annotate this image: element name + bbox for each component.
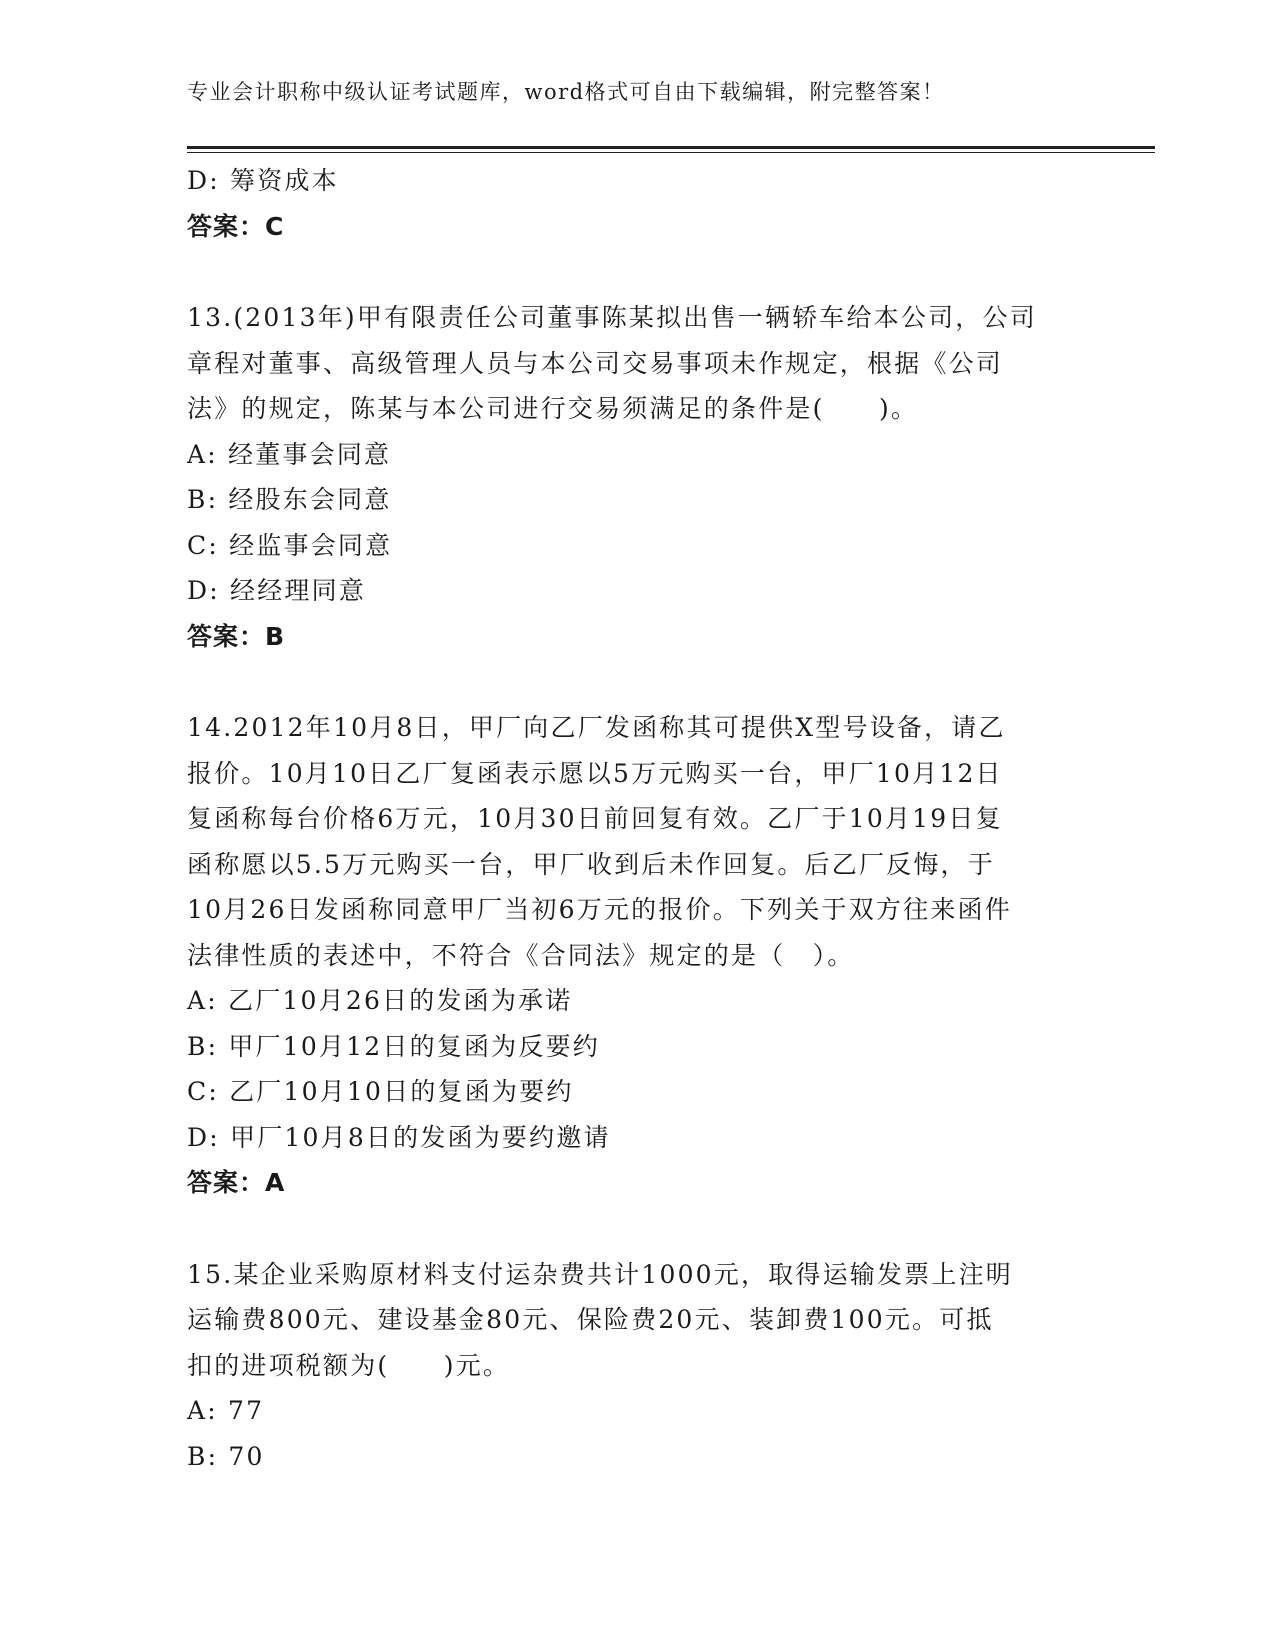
question-stem-line: 法》的规定，陈某与本公司进行交易须满足的条件是( )。 — [187, 394, 919, 423]
prev-option-d: D: 筹资成本 — [187, 166, 339, 195]
spacer — [187, 1206, 1087, 1252]
option-d: D: 甲厂10月8日的发函为要约邀请 — [187, 1122, 611, 1152]
prev-answer: 答案：C — [187, 211, 285, 241]
option-b: B: 甲厂10月12日的复函为反要约 — [187, 1031, 600, 1061]
question-stem-line: 运输费800元、建设基金80元、保险费20元、装卸费100元。可抵 — [187, 1305, 994, 1334]
question-stem-line: 章程对董事、高级管理人员与本公司交易事项未作规定，根据《公司 — [187, 348, 1004, 378]
option-b: B: 经股东会同意 — [187, 485, 392, 514]
document-body — [187, 158, 1087, 1479]
header-rule-thin — [187, 152, 1155, 153]
option-b: B: 70 — [187, 1441, 265, 1471]
answer: 答案：B — [187, 621, 286, 651]
question-stem-line: 报价。10月10日乙厂复函表示愿以5万元购买一台，甲厂10月12日 — [187, 758, 1003, 788]
spacer — [187, 249, 1087, 295]
option-c: C: 乙厂10月10日的复函为要约 — [187, 1077, 574, 1106]
header-rule — [187, 146, 1155, 149]
answer: 答案：A — [187, 1168, 286, 1197]
question-stem-line: 复函称每台价格6万元，10月30日前回复有效。乙厂于10月19日复 — [187, 804, 1003, 833]
option-a: A: 乙厂10月26日的发函为承诺 — [187, 986, 573, 1015]
question-stem-line: 法律性质的表述中，不符合《合同法》规定的是（ ）。 — [187, 940, 855, 970]
question-stem-line: 函称愿以5.5万元购买一台，甲厂收到后未作回复。后乙厂反悔，于 — [187, 849, 995, 879]
question-14 — [187, 705, 1087, 1206]
page-header: 专业会计职称中级认证考试题库，word格式可自由下载编辑，附完整答案！ — [187, 80, 945, 104]
question-stem-line: 10月26日发函称同意甲厂当初6万元的报价。下列关于双方往来函件 — [187, 895, 1012, 924]
question-stem-line: 扣的进项税额为( )元。 — [187, 1350, 511, 1380]
option-d: D: 经经理同意 — [187, 576, 367, 605]
question-15 — [187, 1252, 1087, 1480]
option-a: A: 77 — [187, 1396, 265, 1425]
spacer — [187, 659, 1087, 705]
option-c: C: 经监事会同意 — [187, 530, 393, 560]
question-stem-line: 15.某企业采购原材料支付运杂费共计1000元，取得运输发票上注明 — [187, 1259, 1013, 1289]
question-stem-line: 14.2012年10月8日，甲厂向乙厂发函称其可提供X型号设备，请乙 — [187, 713, 1006, 742]
question-13 — [187, 295, 1087, 659]
question-stem-line: 13.(2013年)甲有限责任公司董事陈某拟出售一辆轿车给本公司，公司 — [187, 303, 1037, 332]
option-a: A: 经董事会同意 — [187, 439, 392, 469]
